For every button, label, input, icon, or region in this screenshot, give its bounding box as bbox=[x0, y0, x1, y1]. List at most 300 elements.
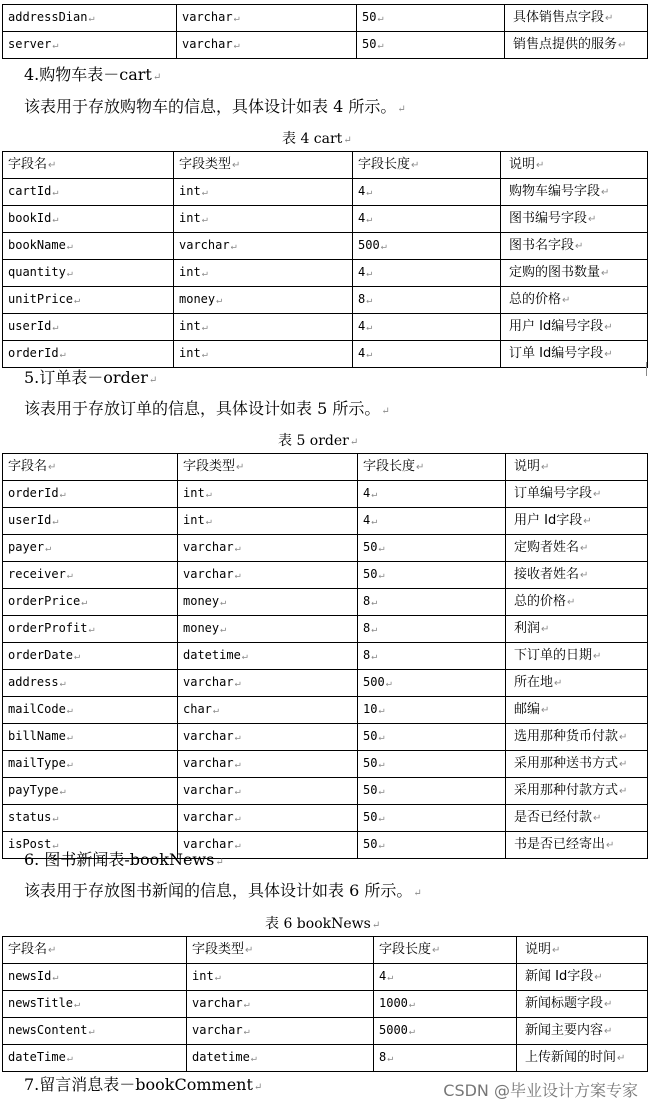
paragraph-mark: ↵ bbox=[52, 322, 59, 333]
table-cell bbox=[174, 233, 353, 260]
cell-text: int bbox=[179, 265, 201, 279]
cell-text: 邮编 bbox=[514, 702, 541, 717]
paragraph-mark: ↵ bbox=[52, 813, 59, 824]
paragraph-mark: ↵ bbox=[241, 651, 248, 662]
cell-text: 4 bbox=[358, 346, 366, 360]
paragraph-mark: ↵ bbox=[201, 349, 208, 360]
table-cell bbox=[506, 697, 648, 724]
paragraph-mark: ↵ bbox=[52, 187, 59, 198]
table-cell bbox=[374, 1045, 517, 1072]
table6-body bbox=[3, 937, 648, 1072]
table-row bbox=[3, 778, 648, 805]
table-header-row bbox=[3, 152, 648, 179]
paragraph-mark: ↵ bbox=[408, 1026, 415, 1037]
paragraph-mark: ↵ bbox=[604, 322, 613, 333]
paragraph-mark: ↵ bbox=[243, 1026, 250, 1037]
paragraph-mark: ↵ bbox=[59, 678, 66, 689]
table-cell bbox=[506, 751, 648, 778]
paragraph-mark: ↵ bbox=[234, 678, 241, 689]
paragraph-mark: ↵ bbox=[541, 705, 550, 716]
table-cell bbox=[506, 832, 648, 859]
paragraph-mark: ↵ bbox=[378, 813, 385, 824]
cell-text: isPost bbox=[8, 837, 52, 851]
table-row bbox=[3, 5, 648, 32]
paragraph-mark: ↵ bbox=[48, 160, 57, 171]
table-cell bbox=[187, 1045, 374, 1072]
paragraph-mark: ↵ bbox=[220, 624, 227, 635]
table-cell bbox=[506, 481, 648, 508]
cell-text: 50 bbox=[363, 810, 378, 824]
cell-text: 8 bbox=[363, 594, 371, 608]
paragraph-mark: ↵ bbox=[366, 214, 373, 225]
cell-text: 字段长度 bbox=[363, 459, 416, 474]
paragraph-mark: ↵ bbox=[212, 705, 219, 716]
paragraph-mark: ↵ bbox=[378, 759, 385, 770]
cell-text: datetime bbox=[183, 648, 241, 662]
table4-cart bbox=[2, 151, 648, 368]
paragraph-mark: ↵ bbox=[66, 1053, 73, 1064]
table-cell bbox=[3, 5, 177, 32]
paragraph-mark: ↵ bbox=[233, 40, 240, 51]
table-row bbox=[3, 206, 648, 233]
table-cell bbox=[178, 778, 358, 805]
cell-text: 4 bbox=[363, 513, 371, 527]
table-cell bbox=[3, 341, 174, 368]
table-cell bbox=[3, 287, 174, 314]
paragraph-mark: ↵ bbox=[201, 187, 208, 198]
paragraph-mark: ↵ bbox=[562, 295, 571, 306]
table-row bbox=[3, 233, 648, 260]
cell-text: 字段类型 bbox=[192, 942, 245, 957]
top-table-body bbox=[3, 5, 648, 59]
table-cell bbox=[3, 179, 174, 206]
cell-text: 新闻 Id字段 bbox=[525, 969, 594, 984]
paragraph-mark: ↵ bbox=[366, 187, 373, 198]
paragraph-mark: ↵ bbox=[580, 543, 589, 554]
cell-text: 50 bbox=[362, 37, 377, 51]
cell-text: 1000 bbox=[379, 996, 408, 1010]
paragraph-mark: ↵ bbox=[378, 570, 385, 581]
table-cell bbox=[353, 233, 501, 260]
table-cell bbox=[187, 991, 374, 1018]
table-cell bbox=[505, 32, 648, 59]
cell-text: 说明 bbox=[514, 459, 541, 474]
paragraph-mark: ↵ bbox=[201, 214, 208, 225]
section5-paragraph: 该表用于存放订单的信息，具体设计如表 5 所示。↵ bbox=[24, 399, 390, 418]
cell-text: int bbox=[192, 969, 214, 983]
cell-text: varchar bbox=[183, 837, 234, 851]
cell-text: 图书编号字段 bbox=[509, 211, 588, 226]
table-cell bbox=[358, 778, 506, 805]
table4-caption: 表 4 cart↵ bbox=[282, 131, 352, 147]
cell-text: int bbox=[179, 184, 201, 198]
cell-text: 订单 Id编号字段 bbox=[509, 346, 604, 361]
header-cell bbox=[358, 454, 506, 481]
table-row bbox=[3, 964, 648, 991]
table-row bbox=[3, 616, 648, 643]
section6-heading: 6. 图书新闻表-bookNews↵ bbox=[24, 850, 224, 869]
table-cell bbox=[506, 535, 648, 562]
cell-text: 50 bbox=[363, 567, 378, 581]
cell-text: orderProfit bbox=[8, 621, 88, 635]
header-cell bbox=[187, 937, 374, 964]
cell-text: 4 bbox=[379, 969, 387, 983]
paragraph-mark: ↵ bbox=[593, 651, 602, 662]
cell-text: 新闻主要内容 bbox=[525, 1023, 604, 1038]
table-cell bbox=[506, 670, 648, 697]
cell-text: 字段长度 bbox=[358, 157, 411, 172]
paragraph-mark: ↵ bbox=[605, 13, 614, 24]
cell-text: varchar bbox=[192, 996, 243, 1010]
table-row bbox=[3, 697, 648, 724]
table-cell bbox=[357, 5, 505, 32]
table-row bbox=[3, 562, 648, 589]
cell-text: 用户 Id字段 bbox=[514, 513, 583, 528]
cell-text: 图书名字段 bbox=[509, 238, 575, 253]
paragraph-mark: ↵ bbox=[88, 13, 95, 24]
cell-text: int bbox=[183, 513, 205, 527]
paragraph-mark: ↵ bbox=[66, 705, 73, 716]
cell-text: 总的价格 bbox=[509, 292, 562, 307]
cell-text: 50 bbox=[363, 540, 378, 554]
cell-text: money bbox=[183, 594, 220, 608]
table-cell bbox=[3, 670, 178, 697]
paragraph-mark: ↵ bbox=[366, 349, 373, 360]
paragraph-mark: ↵ bbox=[378, 543, 385, 554]
table-header-row bbox=[3, 937, 648, 964]
cell-text: money bbox=[183, 621, 220, 635]
paragraph-mark: ↵ bbox=[88, 624, 95, 635]
paragraph-mark: ↵ bbox=[619, 759, 628, 770]
table-cell bbox=[177, 5, 357, 32]
table-cell bbox=[3, 260, 174, 287]
paragraph-mark: ↵ bbox=[618, 40, 627, 51]
table-cell bbox=[3, 697, 178, 724]
table-cell bbox=[517, 964, 648, 991]
paragraph-mark: ↵ bbox=[385, 678, 392, 689]
cell-text: 接收者姓名 bbox=[514, 567, 580, 582]
table-row bbox=[3, 724, 648, 751]
table-cell bbox=[506, 589, 648, 616]
cell-text: 用户 Id编号字段 bbox=[509, 319, 604, 334]
cell-text: varchar bbox=[183, 540, 234, 554]
paragraph-mark: ↵ bbox=[411, 160, 420, 171]
paragraph-mark: ↵ bbox=[234, 732, 241, 743]
paragraph-mark: ↵ bbox=[378, 840, 385, 851]
table-cell bbox=[3, 589, 178, 616]
watermark: CSDN @毕业设计方案专家 bbox=[443, 1081, 638, 1100]
paragraph-mark: ↵ bbox=[59, 489, 66, 500]
paragraph-mark: ↵ bbox=[541, 462, 550, 473]
cell-text: orderPrice bbox=[8, 594, 81, 608]
paragraph-mark: ↵ bbox=[567, 597, 576, 608]
table-cell bbox=[174, 206, 353, 233]
page-edge-mark bbox=[646, 362, 650, 376]
paragraph-mark: ↵ bbox=[371, 516, 378, 527]
cell-text: 50 bbox=[363, 837, 378, 851]
paragraph-mark: ↵ bbox=[619, 786, 628, 797]
paragraph-mark: ↵ bbox=[554, 678, 563, 689]
paragraph-mark: ↵ bbox=[66, 570, 73, 581]
table-cell bbox=[358, 481, 506, 508]
table-cell bbox=[178, 616, 358, 643]
paragraph-mark: ↵ bbox=[378, 732, 385, 743]
table-cell bbox=[178, 481, 358, 508]
cell-text: 50 bbox=[363, 729, 378, 743]
table-cell bbox=[506, 805, 648, 832]
paragraph-mark: ↵ bbox=[233, 13, 240, 24]
paragraph-mark: ↵ bbox=[66, 241, 73, 252]
table-cell bbox=[3, 233, 174, 260]
paragraph-mark: ↵ bbox=[52, 40, 59, 51]
table-cell bbox=[187, 964, 374, 991]
table-cell bbox=[358, 697, 506, 724]
cell-text: userId bbox=[8, 513, 52, 527]
cell-text: varchar bbox=[192, 1023, 243, 1037]
paragraph-mark: ↵ bbox=[81, 597, 88, 608]
paragraph-mark: ↵ bbox=[216, 295, 223, 306]
section5-heading: 5.订单表－order↵ bbox=[24, 368, 158, 387]
paragraph-mark: ↵ bbox=[408, 999, 415, 1010]
cell-text: cartId bbox=[8, 184, 52, 198]
table-cell bbox=[178, 508, 358, 535]
cell-text: receiver bbox=[8, 567, 66, 581]
table-cell bbox=[353, 341, 501, 368]
cell-text: 4 bbox=[358, 184, 366, 198]
cell-text: 8 bbox=[358, 292, 366, 306]
paragraph-mark: ↵ bbox=[378, 705, 385, 716]
table-cell bbox=[501, 260, 648, 287]
cell-text: 500 bbox=[363, 675, 385, 689]
table-cell bbox=[374, 991, 517, 1018]
cell-text: 所在地 bbox=[514, 675, 554, 690]
paragraph-mark: ↵ bbox=[48, 945, 57, 956]
paragraph-mark: ↵ bbox=[205, 516, 212, 527]
cell-text: server bbox=[8, 37, 52, 51]
table-cell bbox=[3, 481, 178, 508]
paragraph-mark: ↵ bbox=[366, 322, 373, 333]
header-cell bbox=[178, 454, 358, 481]
table6-booknews bbox=[2, 936, 648, 1072]
table-cell bbox=[3, 643, 178, 670]
cell-text: varchar bbox=[183, 783, 234, 797]
cell-text: 4 bbox=[358, 319, 366, 333]
paragraph-mark: ↵ bbox=[371, 651, 378, 662]
table-cell bbox=[178, 562, 358, 589]
table-cell bbox=[3, 32, 177, 59]
cell-text: varchar bbox=[182, 10, 233, 24]
table-cell bbox=[358, 508, 506, 535]
cell-text: 字段长度 bbox=[379, 942, 432, 957]
cell-text: 定购的图书数量 bbox=[509, 265, 601, 280]
paragraph-mark: ↵ bbox=[619, 732, 628, 743]
paragraph-mark: ↵ bbox=[230, 241, 237, 252]
table-cell bbox=[178, 751, 358, 778]
header-cell bbox=[506, 454, 648, 481]
cell-text: 500 bbox=[358, 238, 380, 252]
table5-body bbox=[3, 454, 648, 859]
header-cell bbox=[353, 152, 501, 179]
cell-text: 销售点提供的服务 bbox=[513, 37, 618, 52]
table-cell bbox=[501, 233, 648, 260]
table-row bbox=[3, 643, 648, 670]
table-cell bbox=[358, 670, 506, 697]
paragraph-mark: ↵ bbox=[371, 597, 378, 608]
cell-text: 具体销售点字段 bbox=[513, 10, 605, 25]
table-cell bbox=[358, 589, 506, 616]
table-cell bbox=[3, 206, 174, 233]
paragraph-mark: ↵ bbox=[604, 999, 613, 1010]
cell-text: 定购者姓名 bbox=[514, 540, 580, 555]
paragraph-mark: ↵ bbox=[88, 1026, 95, 1037]
table5-caption: 表 5 order↵ bbox=[278, 433, 359, 449]
paragraph-mark: ↵ bbox=[220, 597, 227, 608]
paragraph-mark: ↵ bbox=[593, 489, 602, 500]
table-cell bbox=[358, 616, 506, 643]
paragraph-mark: ↵ bbox=[583, 516, 592, 527]
table-row bbox=[3, 589, 648, 616]
table-cell bbox=[174, 314, 353, 341]
paragraph-mark: ↵ bbox=[371, 624, 378, 635]
cell-text: quantity bbox=[8, 265, 66, 279]
cell-text: 选用那种货币付款 bbox=[514, 729, 619, 744]
cell-text: payType bbox=[8, 783, 59, 797]
paragraph-mark: ↵ bbox=[234, 759, 241, 770]
cell-text: billName bbox=[8, 729, 66, 743]
paragraph-mark: ↵ bbox=[74, 295, 81, 306]
paragraph-mark: ↵ bbox=[74, 651, 81, 662]
cell-text: payer bbox=[8, 540, 45, 554]
cell-text: 字段名 bbox=[8, 942, 48, 957]
paragraph-mark: ↵ bbox=[234, 813, 241, 824]
cell-text: datetime bbox=[192, 1050, 250, 1064]
cell-text: orderId bbox=[8, 346, 59, 360]
paragraph-mark: ↵ bbox=[416, 462, 425, 473]
cell-text: money bbox=[179, 292, 216, 306]
paragraph-mark: ↵ bbox=[377, 13, 384, 24]
table-cell bbox=[3, 724, 178, 751]
paragraph-mark: ↵ bbox=[48, 462, 57, 473]
paragraph-mark: ↵ bbox=[536, 160, 545, 171]
paragraph-mark: ↵ bbox=[66, 268, 73, 279]
paragraph-mark: ↵ bbox=[245, 945, 254, 956]
table-cell bbox=[517, 1018, 648, 1045]
cell-text: orderId bbox=[8, 486, 59, 500]
cell-text: varchar bbox=[183, 756, 234, 770]
paragraph-mark: ↵ bbox=[59, 786, 66, 797]
paragraph-mark: ↵ bbox=[201, 268, 208, 279]
table-cell bbox=[3, 616, 178, 643]
table-cell bbox=[353, 179, 501, 206]
table-row bbox=[3, 751, 648, 778]
header-cell bbox=[3, 937, 187, 964]
table-cell bbox=[3, 314, 174, 341]
cell-text: bookName bbox=[8, 238, 66, 252]
table-row bbox=[3, 287, 648, 314]
top-table bbox=[2, 4, 648, 59]
table-cell bbox=[3, 535, 178, 562]
table-row bbox=[3, 260, 648, 287]
table-row bbox=[3, 341, 648, 368]
paragraph-mark: ↵ bbox=[366, 268, 373, 279]
cell-text: address bbox=[8, 675, 59, 689]
table-cell bbox=[3, 1018, 187, 1045]
cell-text: addressDian bbox=[8, 10, 88, 24]
table-header-row bbox=[3, 454, 648, 481]
table-cell bbox=[174, 341, 353, 368]
table-cell bbox=[501, 287, 648, 314]
paragraph-mark: ↵ bbox=[387, 972, 394, 983]
table-cell bbox=[358, 643, 506, 670]
table-cell bbox=[178, 697, 358, 724]
cell-text: newsContent bbox=[8, 1023, 88, 1037]
paragraph-mark: ↵ bbox=[593, 813, 602, 824]
cell-text: 50 bbox=[363, 756, 378, 770]
paragraph-mark: ↵ bbox=[432, 945, 441, 956]
table-cell bbox=[174, 287, 353, 314]
table-cell bbox=[506, 643, 648, 670]
header-cell bbox=[374, 937, 517, 964]
paragraph-mark: ↵ bbox=[214, 972, 221, 983]
cell-text: 50 bbox=[363, 783, 378, 797]
paragraph-mark: ↵ bbox=[377, 40, 384, 51]
paragraph-mark: ↵ bbox=[601, 268, 610, 279]
cell-text: 4 bbox=[358, 265, 366, 279]
table-row bbox=[3, 805, 648, 832]
cell-text: varchar bbox=[183, 675, 234, 689]
paragraph-mark: ↵ bbox=[580, 570, 589, 581]
paragraph-mark: ↵ bbox=[234, 840, 241, 851]
paragraph-mark: ↵ bbox=[59, 349, 66, 360]
table-cell bbox=[506, 724, 648, 751]
cell-text: 字段类型 bbox=[179, 157, 232, 172]
table-row bbox=[3, 481, 648, 508]
table-cell bbox=[501, 179, 648, 206]
table-cell bbox=[358, 535, 506, 562]
table-cell bbox=[358, 562, 506, 589]
table-cell bbox=[506, 562, 648, 589]
table-cell bbox=[3, 778, 178, 805]
paragraph-mark: ↵ bbox=[66, 759, 73, 770]
table-cell bbox=[358, 724, 506, 751]
cell-text: varchar bbox=[182, 37, 233, 51]
section4-heading: 4.购物车表－cart↵ bbox=[24, 65, 162, 84]
paragraph-mark: ↵ bbox=[66, 732, 73, 743]
cell-text: 4 bbox=[363, 486, 371, 500]
cell-text: 50 bbox=[362, 10, 377, 24]
cell-text: bookId bbox=[8, 211, 52, 225]
table-cell bbox=[353, 287, 501, 314]
paragraph-mark: ↵ bbox=[52, 516, 59, 527]
cell-text: 下订单的日期 bbox=[514, 648, 593, 663]
table-cell bbox=[174, 179, 353, 206]
paragraph-mark: ↵ bbox=[201, 322, 208, 333]
cell-text: varchar bbox=[183, 810, 234, 824]
paragraph-mark: ↵ bbox=[250, 1053, 257, 1064]
cell-text: 新闻标题字段 bbox=[525, 996, 604, 1011]
paragraph-mark: ↵ bbox=[45, 543, 52, 554]
paragraph-mark: ↵ bbox=[366, 295, 373, 306]
table-cell bbox=[501, 206, 648, 233]
cell-text: 利润 bbox=[514, 621, 541, 636]
paragraph-mark: ↵ bbox=[617, 1053, 626, 1064]
paragraph-mark: ↵ bbox=[371, 489, 378, 500]
cell-text: 字段名 bbox=[8, 459, 48, 474]
paragraph-mark: ↵ bbox=[575, 241, 584, 252]
cell-text: varchar bbox=[183, 729, 234, 743]
cell-text: newsId bbox=[8, 969, 52, 983]
table-cell bbox=[3, 562, 178, 589]
